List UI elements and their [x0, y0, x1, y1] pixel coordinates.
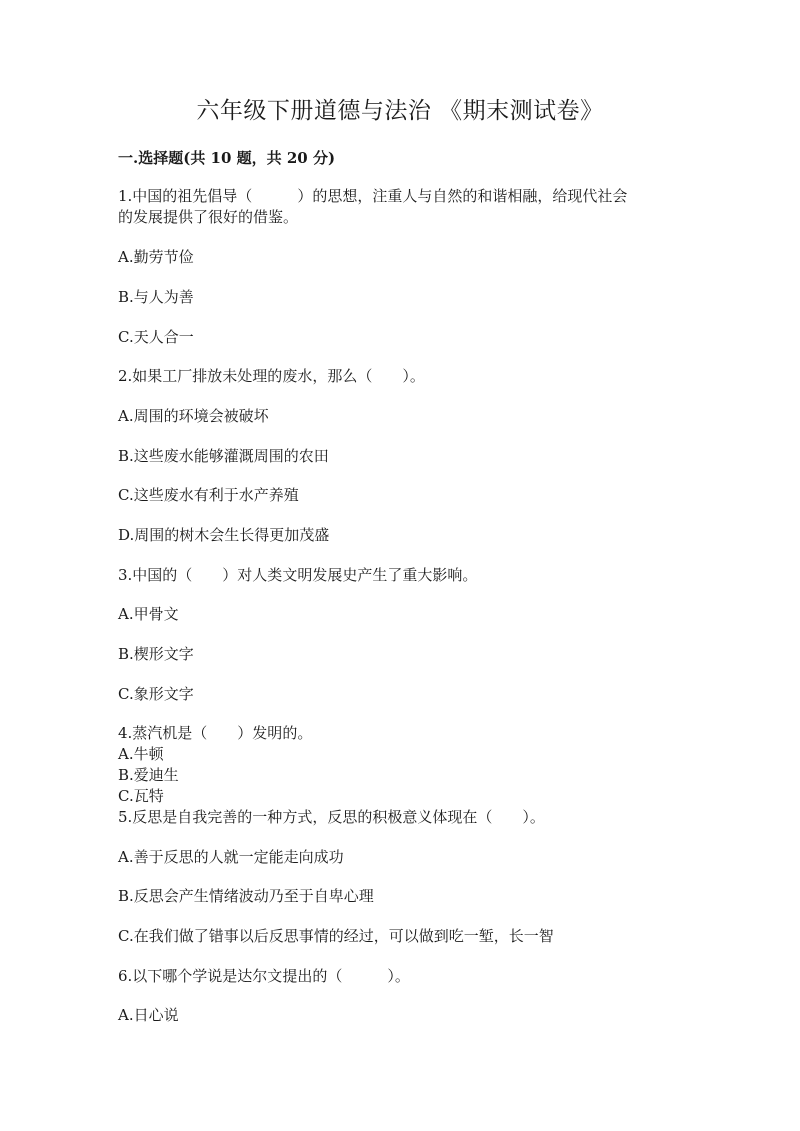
question-2-option-d: D.周围的树木会生长得更加茂盛 [118, 526, 330, 544]
question-5-option-b: B.反思会产生情绪波动乃至于自卑心理 [118, 887, 374, 905]
exam-title: 六年级下册道德与法治 《期末测试卷》 [196, 98, 604, 124]
question-2-option-a: A.周围的环境会被破坏 [118, 407, 269, 425]
question-1-stem-line-2: 的发展提供了很好的借鉴。 [118, 208, 299, 226]
question-3-option-c: C.象形文字 [118, 685, 194, 703]
question-1-stem-line-1: 1.中国的祖先倡导（ ）的思想，注重人与自然的和谐相融，给现代社会 [118, 187, 628, 205]
question-3-option-a: A.甲骨文 [118, 605, 179, 623]
question-3-stem: 3.中国的（ ）对人类文明发展史产生了重大影响。 [118, 566, 478, 584]
question-4-stem: 4.蒸汽机是（ ）发明的。 [118, 724, 313, 742]
question-6-option-a: A.日心说 [118, 1006, 179, 1024]
question-4-option-b: B.爱迪生 [118, 766, 179, 784]
question-2-option-b: B.这些废水能够灌溉周围的农田 [118, 447, 329, 465]
question-2-option-c: C.这些废水有利于水产养殖 [118, 486, 299, 504]
question-2-stem: 2.如果工厂排放未处理的废水，那么（ ）。 [118, 367, 425, 385]
question-6-stem: 6.以下哪个学说是达尔文提出的（ ）。 [118, 967, 410, 985]
question-1-option-a: A.勤劳节俭 [118, 248, 194, 266]
question-1-option-b: B.与人为善 [118, 288, 194, 306]
question-3-option-b: B.楔形文字 [118, 645, 194, 663]
question-5-option-a: A.善于反思的人就一定能走向成功 [118, 848, 344, 866]
section-heading: 一.选择题(共 10 题，共 20 分) [118, 149, 336, 167]
question-5-option-c: C.在我们做了错事以后反思事情的经过，可以做到吃一堑，长一智 [118, 927, 554, 945]
question-1-option-c: C.天人合一 [118, 328, 194, 346]
question-4-option-c: C.瓦特 [118, 787, 164, 805]
question-4-option-a: A.牛顿 [118, 745, 164, 763]
question-5-stem: 5.反思是自我完善的一种方式，反思的积极意义体现在（ ）。 [118, 808, 545, 826]
